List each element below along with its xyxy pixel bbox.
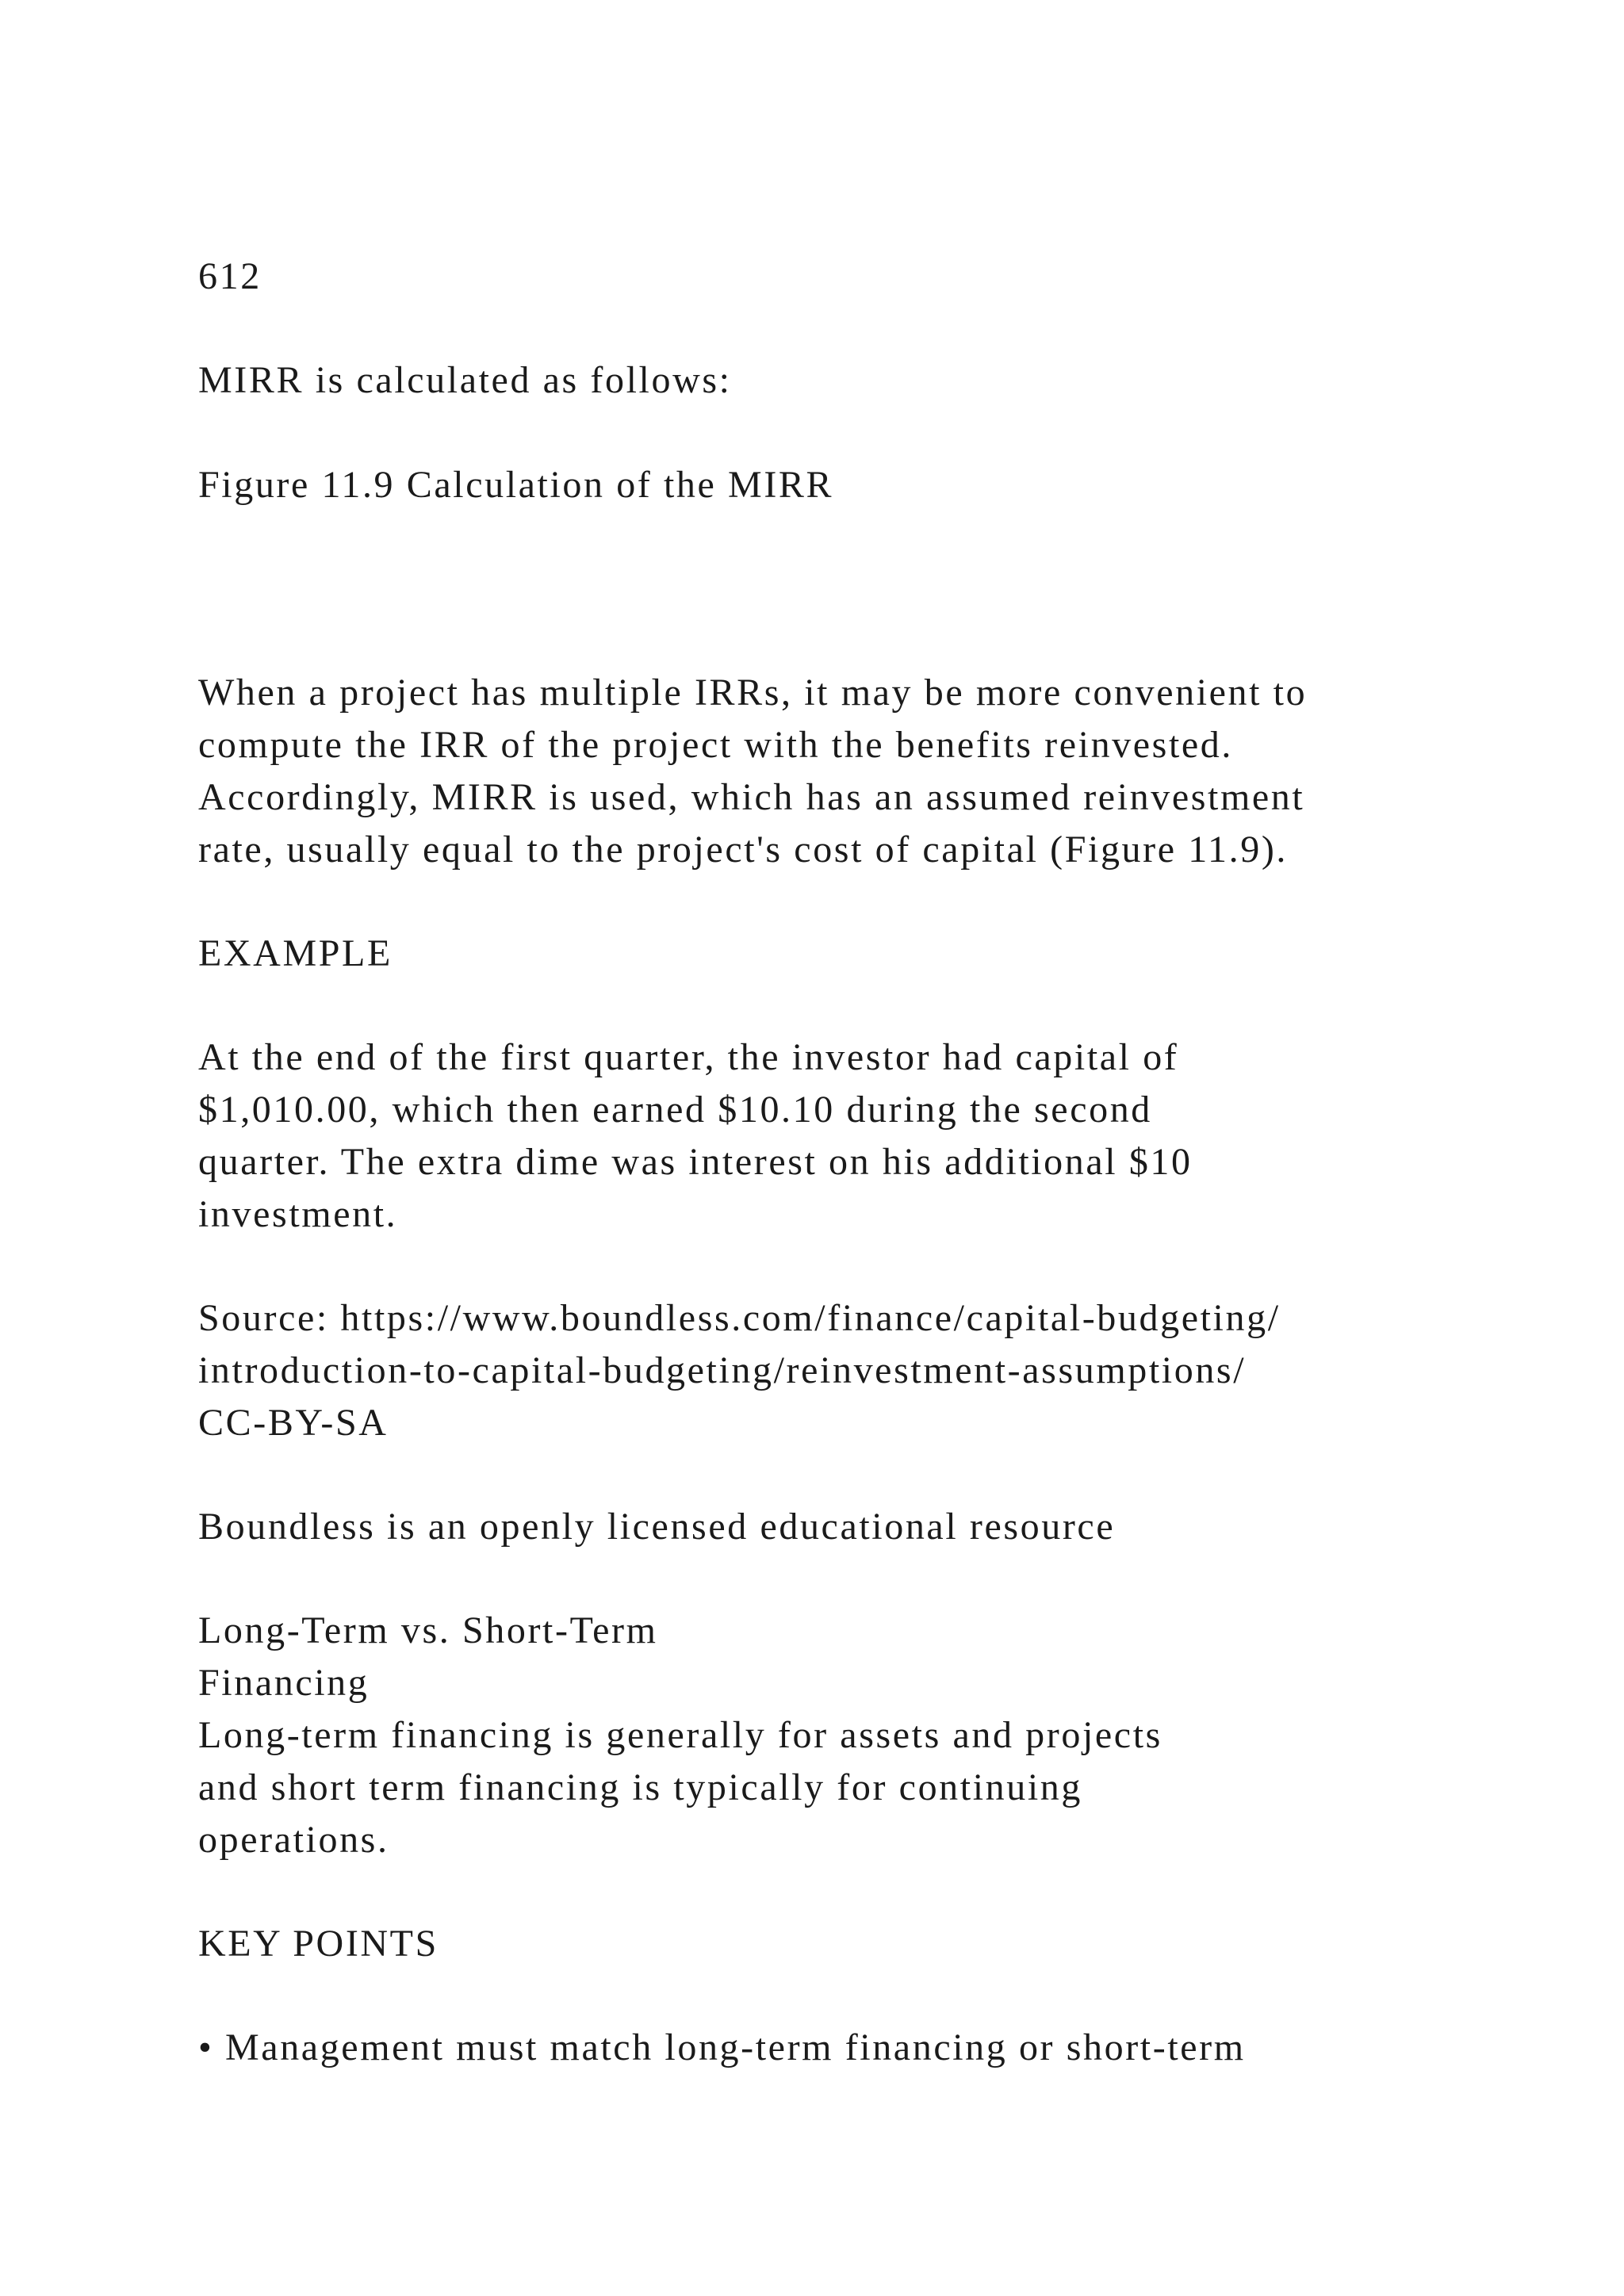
section-summary-line: and short term financing is typically for continuing	[198, 1766, 1082, 1808]
license-note: Boundless is an openly licensed educational resource	[198, 1506, 1116, 1548]
example-line: quarter. The extra dime was interest on his additional $10	[198, 1141, 1193, 1183]
section-summary-line: Long-term financing is generally for assets and projects	[198, 1714, 1162, 1756]
example-line: At the end of the first quarter, the investor had capital of	[198, 1036, 1179, 1078]
example-line: investment.	[198, 1193, 398, 1235]
key-points-heading: KEY POINTS	[198, 1923, 439, 1965]
example-line: $1,010.00, which then earned $10.10 during the second	[198, 1089, 1152, 1131]
section-title-line: Long-Term vs. Short-Term	[198, 1609, 658, 1651]
intro-text: MIRR is calculated as follows:	[198, 359, 732, 401]
paragraph-line: compute the IRR of the project with the benefits reinvested.	[198, 724, 1233, 766]
key-point-item: • Management must match long-term financing or short-term	[198, 2026, 1246, 2068]
section-title-line: Financing	[198, 1662, 370, 1704]
section-summary-line: operations.	[198, 1819, 389, 1861]
source-line: introduction-to-capital-budgeting/reinvestment-assumptions/	[198, 1349, 1247, 1391]
example-heading: EXAMPLE	[198, 932, 393, 974]
paragraph-line: Accordingly, MIRR is used, which has an assumed reinvestment	[198, 776, 1305, 818]
source-line: CC-BY-SA	[198, 1402, 389, 1444]
paragraph-line: rate, usually equal to the project's cost of capital (Figure 11.9).	[198, 828, 1289, 871]
paragraph-line: When a project has multiple IRRs, it may be more convenient to	[198, 672, 1308, 714]
page-number: 612	[198, 255, 262, 297]
source-line: Source: https://www.boundless.com/finance/capital-budgeting/	[198, 1297, 1281, 1339]
figure-caption: Figure 11.9 Calculation of the MIRR	[198, 464, 834, 506]
